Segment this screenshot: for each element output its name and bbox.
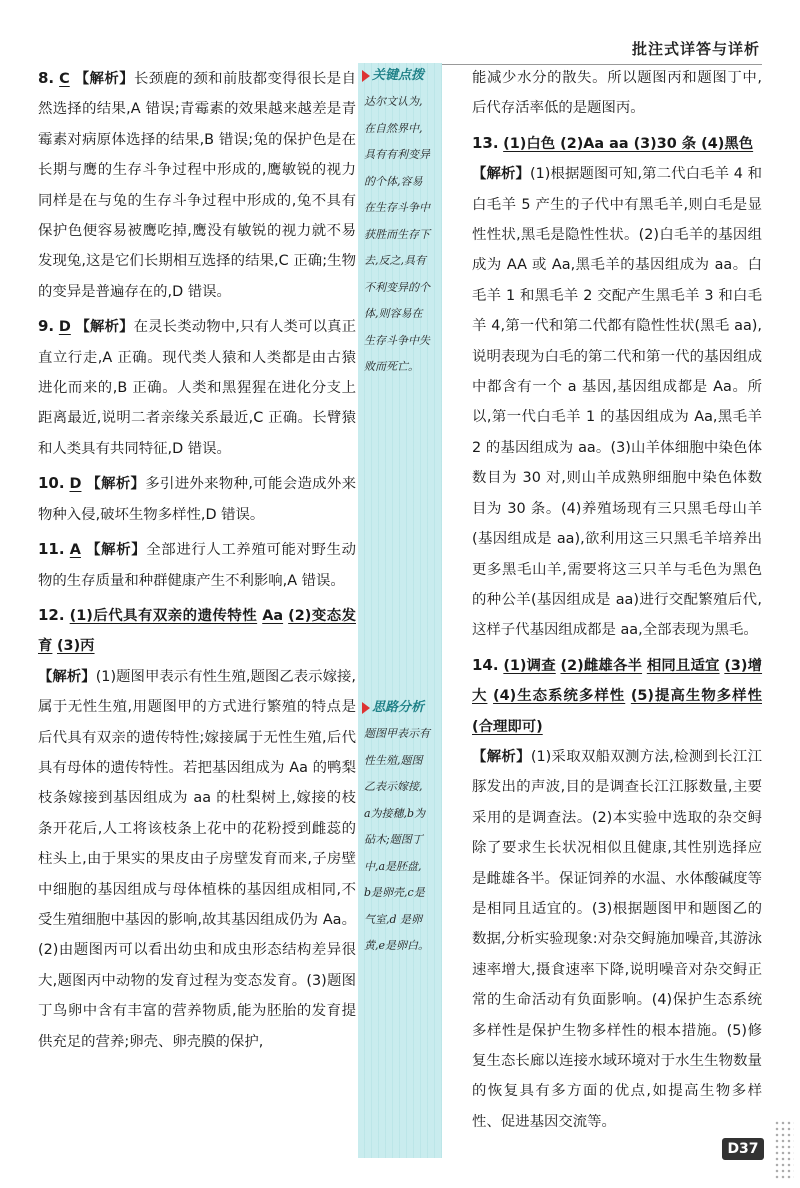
note-title-row	[358, 695, 442, 721]
analysis-tag: 【解析】	[74, 71, 135, 87]
answer-part-3: (3)增大	[472, 657, 763, 705]
analysis-text: 长颈鹿的颈和前肢都变得很长是自然选择的结果,A 错误;青霉素的效果越来越差是青霉素对病原体选择的结果,B 错误;兔的保护色是在长期与鹰的生存斗争过程中形成的,鹰敏锐的视力同样是在与兔的生存斗争过程中形成的,兔不具有保护色便容易被鹰吃掉,鹰没有敏锐的视力就不易发现兔,这是它们长期相互选择的结果,C 正确;生物的变异是普遍存在的,D 错误。	[38, 71, 356, 300]
analysis-text: 多引进外来物种,可能会造成外来物种入侵,破坏生物多样性,D 错误。	[38, 476, 357, 523]
note-line: 性生殖,题图	[364, 753, 423, 767]
answer-part-5: (5)提高生物多样性(合理即可)	[472, 688, 762, 735]
note-body	[358, 89, 442, 381]
answer-part-2b: 相同且适宜	[646, 657, 720, 674]
arrow-icon	[362, 702, 370, 714]
arrow-icon	[362, 70, 370, 82]
analysis-tag: 【解析】	[472, 166, 530, 183]
note-line: 去,反之,具有	[364, 254, 426, 267]
page-edge-dots	[774, 1120, 794, 1180]
note-line: 中,a是胚盘,	[364, 859, 422, 873]
question-14-analysis	[472, 742, 762, 1137]
question-14	[472, 650, 762, 742]
note-line: 生存斗争中失	[364, 333, 430, 347]
left-column	[38, 63, 356, 1057]
answer-part-2: (2)变态发育	[38, 607, 356, 655]
note-line: 黄,e是卵白。	[364, 939, 430, 952]
answer-choice: D	[69, 476, 82, 493]
question-12-continued: 能减少水分的散失。所以题图丙和题图丁中,后代存活率低的是题图丙。	[472, 70, 762, 117]
question-12	[38, 600, 356, 662]
note-line: 题图甲表示有	[364, 727, 430, 740]
note-title-row	[358, 63, 442, 89]
note-body	[358, 721, 442, 960]
annotation-strip	[358, 63, 442, 1158]
question-number: 14.	[472, 655, 499, 674]
answer-part-4: (4)生态系统多样性	[493, 688, 626, 705]
analysis-tag: 【解析】	[38, 668, 96, 685]
page-number-badge: D37	[722, 1138, 764, 1160]
question-13	[472, 128, 762, 159]
note-line: 乙表示嫁接,	[364, 780, 423, 793]
analysis-text: 全部进行人工养殖可能对野生动物的生存质量和种群健康产生不利影响,A 错误。	[38, 542, 356, 589]
answer-choice: A	[69, 542, 81, 559]
answer-part-3: (3)丙	[56, 638, 95, 655]
question-number: 11.	[38, 540, 65, 559]
analysis-tag: 【解析】	[472, 748, 531, 765]
answer-choice: D	[58, 319, 71, 336]
note-line: 的个体,容易	[364, 174, 423, 188]
analysis-text: (1)采取双船双测方法,检测到长江江豚发出的声波,目的是调查长江江豚数量,主要采用的是调查法。(2)本实验中选取的杂交鲟除了要求生长状况相似且健康,其性别选择应是雌雄各半。保证饲养的水温、水体酸碱度等是相同且适宜的。(3)根据题图甲和题图乙的数据,分析实验现象:对杂交鲟施加噪音,其游泳速率增大,摄食速率下降,说明噪音对杂交鲟正常的生命活动有负面影响。(4)保护生态系统多样性是保护生物多样性的根本措施。(5)修复生态长廊以连接水域环境对于水生生物数量的恢复具有多方面的优点,如提高生物多样性、促进基因交流等。	[472, 748, 762, 1130]
note-line: 气室,d 是卵	[364, 912, 423, 926]
question-11	[38, 534, 356, 596]
note-line: 体,则容易在	[364, 307, 423, 320]
note-line: b是卵壳,c是	[364, 886, 425, 899]
note-line: 达尔文认为,	[364, 95, 423, 108]
question-10	[38, 468, 356, 530]
answer-choice: C	[59, 71, 70, 87]
note-line: 败而死亡。	[364, 360, 419, 373]
question-number: 12.	[38, 605, 65, 624]
answer-part-2: (2)雌雄各半	[560, 657, 643, 674]
note-key-points	[358, 63, 442, 381]
answer-part-genotype: Aa	[262, 607, 284, 624]
question-12-analysis	[38, 662, 356, 1057]
answer-list: (1)白色 (2)Aa aa (3)30 条 (4)黑色	[503, 135, 754, 152]
question-13-analysis	[472, 159, 762, 646]
analysis-tag: 【解析】	[86, 542, 147, 559]
question-number: 10.	[38, 474, 65, 493]
note-line: 在自然界中,	[364, 121, 423, 135]
note-line: 不利变异的个	[364, 280, 430, 294]
analysis-tag: 【解析】	[75, 319, 134, 336]
question-number: 13.	[472, 133, 499, 152]
page-header-title: 批注式详答与详析	[631, 40, 760, 58]
question-number: 9.	[38, 317, 55, 336]
note-line: 在生存斗争中	[364, 201, 430, 214]
note-line: 具有有利变异	[364, 148, 430, 161]
answer-part-1: (1)后代具有双亲的遗传特性	[69, 607, 258, 624]
analysis-tag: 【解析】	[86, 476, 146, 493]
question-9	[38, 311, 356, 464]
analysis-text: 在灵长类动物中,只有人类可以真正直立行走,A 正确。现代类人猿和人类都是由古猿进化而来的,B 正确。人类和黑猩猩在进化分支上距离最近,说明二者亲缘关系最近,C 正确。长臂猿和人类具有共同特征,D 错误。	[38, 319, 357, 457]
note-line: 砧木;题图丁	[364, 833, 423, 846]
answer-part-1: (1)调查	[503, 657, 556, 674]
question-8	[38, 63, 356, 307]
analysis-text: (1)根据题图可知,第二代白毛羊 4 和白毛羊 5 产生的子代中有黑毛羊,则白毛是显性性状,黑毛是隐性性状。(2)白毛羊的基因组成为 AA 或 Aa,黑毛羊的基因组成为 aa。白毛羊 1 和黑毛羊 2 交配产生黑毛羊 3 和白毛羊 4,第一代和第二代都有隐性性状(黑毛 aa),说明表现为白毛的第二代和第一代的基因组成中都含有一个 a 基因,基因组成都是 Aa。所以,第一代白毛羊 1 的基因组成为 Aa,黑毛羊 2 的基因组成为 aa。(3)山羊体细胞中染色体数目为 30 对,则山羊成熟卵细胞中染色体数目为 30 条。(4)养殖场现有三只黑毛母山羊(基因组成是 aa),欲利用这三只黑毛羊培养出更多黑毛山羊,需要将这三只羊与毛色为黑色的种公羊(基因组成是 aa)进行交配繁殖后代,这样子代基因组成都是 aa,全部表现为黑毛。	[472, 166, 762, 639]
analysis-text: (1)题图甲表示有性生殖,题图乙表示嫁接,属于无性生殖,用题图甲的方式进行繁殖的特点是后代具有双亲的遗传特性;嫁接属于无性生殖,后代具有母体的遗传特性。若把基因组成为 Aa 的鸭梨枝条嫁接到基因组成为 aa 的杜梨树上,嫁接的枝条开花后,人工将该枝条上花中的花粉授到雌蕊的柱头上,由于果实的果皮由子房壁发育而来,子房壁中细胞的基因组成与母体植株的基因组成相同,不受生殖细胞中基因的影响,故其基因组成仍为 Aa。(2)由题图丙可以看出幼虫和成虫形态结构差异很大,题图丙中动物的发育过程为变态发育。(3)题图丁鸟卵中含有丰富的营养物质,能为胚胎的发育提供充足的营养;卵壳、卵壳膜的保护,	[38, 668, 356, 1050]
note-line: 获胜而生存下	[364, 227, 430, 241]
note-title: 思路分析	[372, 700, 425, 715]
right-column	[472, 63, 762, 1137]
note-reasoning	[358, 695, 442, 960]
question-number: 8.	[38, 69, 55, 87]
note-line: a为接穗,b为	[364, 806, 426, 820]
note-title: 关键点拨	[372, 68, 425, 83]
